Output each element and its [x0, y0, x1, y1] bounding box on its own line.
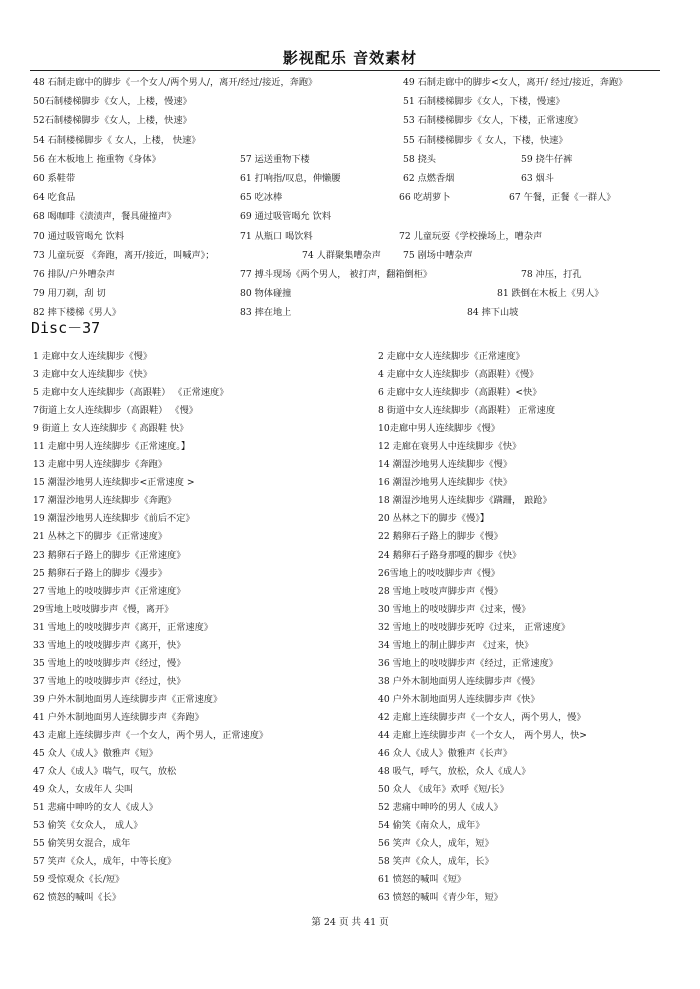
disc-entries: [0, 348, 700, 907]
track-entry: 58 笑声《众人，成年，长》: [378, 856, 494, 868]
entry-row: [0, 111, 700, 130]
track-entry: 27 雪地上的吱吱脚步声《正常速度》: [33, 585, 186, 597]
track-entry: 1 走廊中女人连续脚步《慢》: [33, 351, 153, 362]
entry-row: [0, 402, 700, 420]
track-entry: 4 走廊中女人连续脚步（高跟鞋）《慢》: [378, 369, 539, 381]
track-entry: 79 用刀剃，刮 切: [33, 288, 106, 300]
track-entry: 26雪地上的吱吱脚步声《慢》: [378, 567, 500, 579]
track-entry: 9 街道上 女人连续脚步《 高跟鞋 快》: [33, 423, 189, 435]
track-entry: 62 愤怒的喊叫《长》: [33, 892, 122, 904]
track-entry: 69 通过吸管喝允 饮料: [240, 211, 332, 223]
track-entry: 64 吃食品: [33, 192, 76, 204]
track-entry: 5 走廊中女人连续脚步（高跟鞋） 《正常速度》: [33, 387, 229, 399]
track-entry: 48 石制走廊中的脚步《一个女人/两个男人/，离开/经过/接近，奔跑》: [33, 77, 318, 88]
track-entry: 62 点燃香烟: [403, 172, 455, 184]
track-entry: 82 摔下楼梯《男人》: [33, 307, 122, 319]
track-entry: 49 石制走廊中的脚步<女人，离开/ 经过/接近，奔跑》: [403, 77, 628, 88]
entry-row: [0, 583, 700, 601]
track-entry: 84 摔下山坡: [467, 307, 519, 319]
track-entry: 24 鹅卵石子路身那嘎的脚步《快》: [378, 549, 522, 561]
track-entry: 53 石制楼梯脚步《女人，下楼，正常速度》: [403, 115, 583, 127]
track-entry: 53 偷笑《女众人， 成人》: [33, 820, 143, 832]
track-entry: 58 挠头: [403, 153, 436, 165]
entry-row: [0, 745, 700, 763]
entry-row: [0, 655, 700, 673]
track-entry: 48 吸气，呼气，放松，众人《成人》: [378, 766, 531, 778]
entry-row: [0, 73, 700, 92]
track-entry: 21 丛林之下的脚步《正常速度》: [33, 531, 168, 543]
track-entry: 83 摔在地上: [240, 307, 292, 319]
entry-row: [0, 673, 700, 691]
entry-row: [0, 188, 700, 207]
entry-row: [0, 528, 700, 546]
entry-row: [0, 438, 700, 456]
entry-row: [0, 227, 700, 246]
entry-row: [0, 303, 700, 322]
entry-row: [0, 619, 700, 637]
track-entry: 52 悲痛中呻吟的男人《成人》: [378, 802, 503, 814]
track-entry: 23 鹅卵石子路上的脚步《正常速度》: [33, 549, 186, 561]
track-entry: 10走廊中男人连续脚步《慢》: [378, 423, 500, 435]
track-entry: 65 吃冰棒: [240, 192, 283, 204]
track-entry: 25 鹅卵石子路上的脚步《漫步》: [33, 567, 168, 579]
entry-row: [0, 384, 700, 402]
track-entry: 71 从瓶口 喝饮料: [240, 230, 313, 242]
track-entry: 2 走廊中女人连续脚步《正常速度》: [378, 351, 525, 362]
track-entry: 78 冲压，打孔: [521, 268, 582, 280]
track-entry: 51 悲痛中呻吟的女人《成人》: [33, 802, 158, 814]
track-entry: 75 剧场中嘈杂声: [403, 249, 473, 261]
entry-row: [0, 691, 700, 709]
track-entry: 11 走廊中男人连续脚步《正常速度。】: [33, 441, 191, 453]
entry-row: [0, 817, 700, 835]
entry-row: [0, 492, 700, 510]
track-entry: 49 众人，女成年人 尖叫: [33, 784, 134, 796]
track-entry: 63 烟斗: [521, 172, 554, 184]
entry-row: [0, 601, 700, 619]
track-entry: 13 走廊中男人连续脚步《奔跑》: [33, 459, 168, 471]
entry-row: [0, 799, 700, 817]
entry-row: [0, 474, 700, 492]
track-entry: 68 喝咖啡《渍渍声，餐具碰撞声》: [33, 211, 177, 223]
track-entry: 80 物体碰撞: [240, 288, 292, 300]
entry-row: [0, 456, 700, 474]
track-entry: 34 雪地上的制止脚步声 《过来，快》: [378, 639, 534, 651]
track-entry: 40 户外木制地面男人连续脚步声《快》: [378, 693, 540, 705]
track-entry: 43 走廊上连续脚步声《一个女人，两个男人，正常速度》: [33, 729, 269, 741]
track-entry: 20 丛林之下的脚步《慢》】: [378, 513, 490, 525]
track-entry: 6 走廊中女人连续脚步（高跟鞋）<快》: [378, 387, 542, 399]
track-entry: 45 众人《成人》傲雅声《短》: [33, 748, 158, 760]
track-entry: 70 通过吸管喝允 饮料: [33, 230, 125, 242]
track-entry: 42 走廊上连续脚步声《一个女人，两个男人，慢》: [378, 711, 586, 723]
track-entry: 39 户外木制地面男人连续脚步声《正常速度》: [33, 693, 223, 705]
track-entry: 81 跌倒在木板上《男人》: [497, 288, 604, 300]
track-entry: 61 打响指/叹息，伸懒腰: [240, 172, 341, 184]
entry-row: [0, 781, 700, 799]
track-entry: 19 潮湿沙地男人连续脚步《前后不定》: [33, 513, 195, 525]
track-entry: 32 雪地上的吱吱脚步死哼《过来， 正常速度》: [378, 621, 571, 633]
entry-row: [0, 169, 700, 188]
entry-row: [0, 150, 700, 169]
page-footer: 第 24 页 共 41 页: [311, 917, 389, 928]
track-entry: 46 众人《成人》傲雅声《长声》: [378, 748, 513, 760]
entry-row: [0, 284, 700, 303]
track-entry: 56 笑声《众人，成年，短》: [378, 838, 494, 850]
track-entry: 57 笑声《众人，成年，中等长度》: [33, 856, 177, 868]
entry-row: [0, 92, 700, 111]
track-entry: 22 鹅卵石子路上的脚步《慢》: [378, 531, 503, 543]
entry-row: [0, 871, 700, 889]
entry-row: [0, 207, 700, 226]
track-entry: 38 户外木制地面男人连续脚步声《慢》: [378, 675, 540, 687]
track-entry: 55 偷笑男女混合，成年: [33, 838, 131, 850]
track-entry: 72 儿童玩耍《学校操场上，嘈杂声: [399, 230, 543, 242]
track-entry: 31 雪地上的吱吱脚步声《离开，正常速度》: [33, 621, 213, 633]
entry-row: [0, 637, 700, 655]
entry-row: [0, 510, 700, 528]
entry-row: [0, 853, 700, 871]
track-entry: 63 愤怒的喊叫《青少年，短》: [378, 892, 503, 904]
track-entry: 67 午餐，正餐《一群人》: [509, 192, 616, 204]
entry-row: [0, 565, 700, 583]
track-entry: 55 石制楼梯脚步《 女人，下楼，快速》: [403, 134, 568, 146]
track-entry: 51 石制楼梯脚步《女人，下楼，慢速》: [403, 96, 565, 108]
track-entry: 15 潮湿沙地男人连续脚步<正常速度 >: [33, 477, 195, 489]
entry-row: [0, 131, 700, 150]
track-entry: 37 雪地上的吱吱脚步声《经过，快》: [33, 675, 186, 687]
track-entry: 61 愤怒的喊叫《短》: [378, 874, 467, 886]
track-entry: 77 搏斗现场《两个男人， 被打声，翻箱倒柜》: [240, 268, 433, 280]
entry-row: [0, 835, 700, 853]
track-entry: 33 雪地上的吱吱脚步声《离开，快》: [33, 639, 186, 651]
entry-row: [0, 709, 700, 727]
entry-row: [0, 265, 700, 284]
track-entry: 59 受惊观众《长/短》: [33, 874, 125, 886]
track-entry: 54 偷笑《南众人，成年》: [378, 820, 485, 832]
track-entry: 66 吃胡萝卜: [399, 192, 451, 204]
track-entry: 3 走廊中女人连续脚步《快》: [33, 369, 153, 381]
track-entry: 16 潮湿沙地男人连续脚步《快》: [378, 477, 513, 489]
track-entry: 76 排队/户外嘈杂声: [33, 268, 116, 280]
entry-row: [0, 366, 700, 384]
track-entry: 47 众人《成人》喘气，叹气，放松: [33, 766, 177, 778]
track-entry: 17 潮湿沙地男人连续脚步《奔跑》: [33, 495, 177, 507]
entry-row: [0, 420, 700, 438]
track-entry: 18 潮湿沙地男人连续脚步《蹒跚， 踉跄》: [378, 495, 552, 507]
track-entry: 41 户外木制地面男人连续脚步声《奔跑》: [33, 711, 204, 723]
track-entry: 12 走廊在衰男人中连续脚步《快》: [378, 441, 522, 453]
title-divider: [30, 70, 660, 71]
track-entry: 56 在木板地上 拖重物《身体》: [33, 153, 161, 165]
entry-row: [0, 727, 700, 745]
top-entries: [0, 73, 700, 319]
track-entry: 8 街道中女人连续脚步（高跟鞋） 正常速度: [378, 405, 556, 417]
track-entry: 29雪地上吱吱脚步声《慢，离开》: [33, 603, 174, 615]
track-entry: 35 雪地上的吱吱脚步声《经过，慢》: [33, 657, 186, 669]
track-entry: 50石制楼梯脚步《女人，上楼，慢速》: [33, 96, 192, 108]
track-entry: 7街道上女人连续脚步（高跟鞋） 《慢》: [33, 405, 198, 417]
track-entry: 57 运送重物下楼: [240, 153, 310, 165]
entry-row: [0, 889, 700, 907]
page-title: 影视配乐 音效素材: [282, 49, 418, 67]
track-entry: 50 众人 《成年》欢呼《短/长》: [378, 784, 509, 796]
track-entry: 73 儿童玩耍 《奔跑，离开/接近，叫喊声》；: [33, 249, 215, 261]
track-entry: 28 雪地上吱吱声脚步声《慢》: [378, 585, 503, 597]
entry-row: [0, 547, 700, 565]
track-entry: 74 人群聚集嘈杂声: [302, 249, 381, 261]
track-entry: 60 系鞋带: [33, 172, 76, 184]
entry-row: [0, 246, 700, 265]
entry-row: [0, 348, 700, 366]
track-entry: 52石制楼梯脚步《女人，上楼，快速》: [33, 115, 192, 127]
track-entry: 59 挠牛仔裤: [521, 153, 573, 165]
track-entry: 14 潮湿沙地男人连续脚步《慢》: [378, 459, 513, 471]
entry-row: [0, 763, 700, 781]
track-entry: 30 雪地上的吱吱脚步声《过来，慢》: [378, 603, 531, 615]
track-entry: 54 石制楼梯脚步《 女人，上楼， 快速》: [33, 134, 201, 146]
disc-heading: Disc－37: [31, 319, 101, 337]
track-entry: 44 走廊上连续脚步声《一个女人， 两个男人，快>: [378, 729, 587, 741]
track-entry: 36 雪地上的吱吱脚步声《经过，正常速度》: [378, 657, 558, 669]
